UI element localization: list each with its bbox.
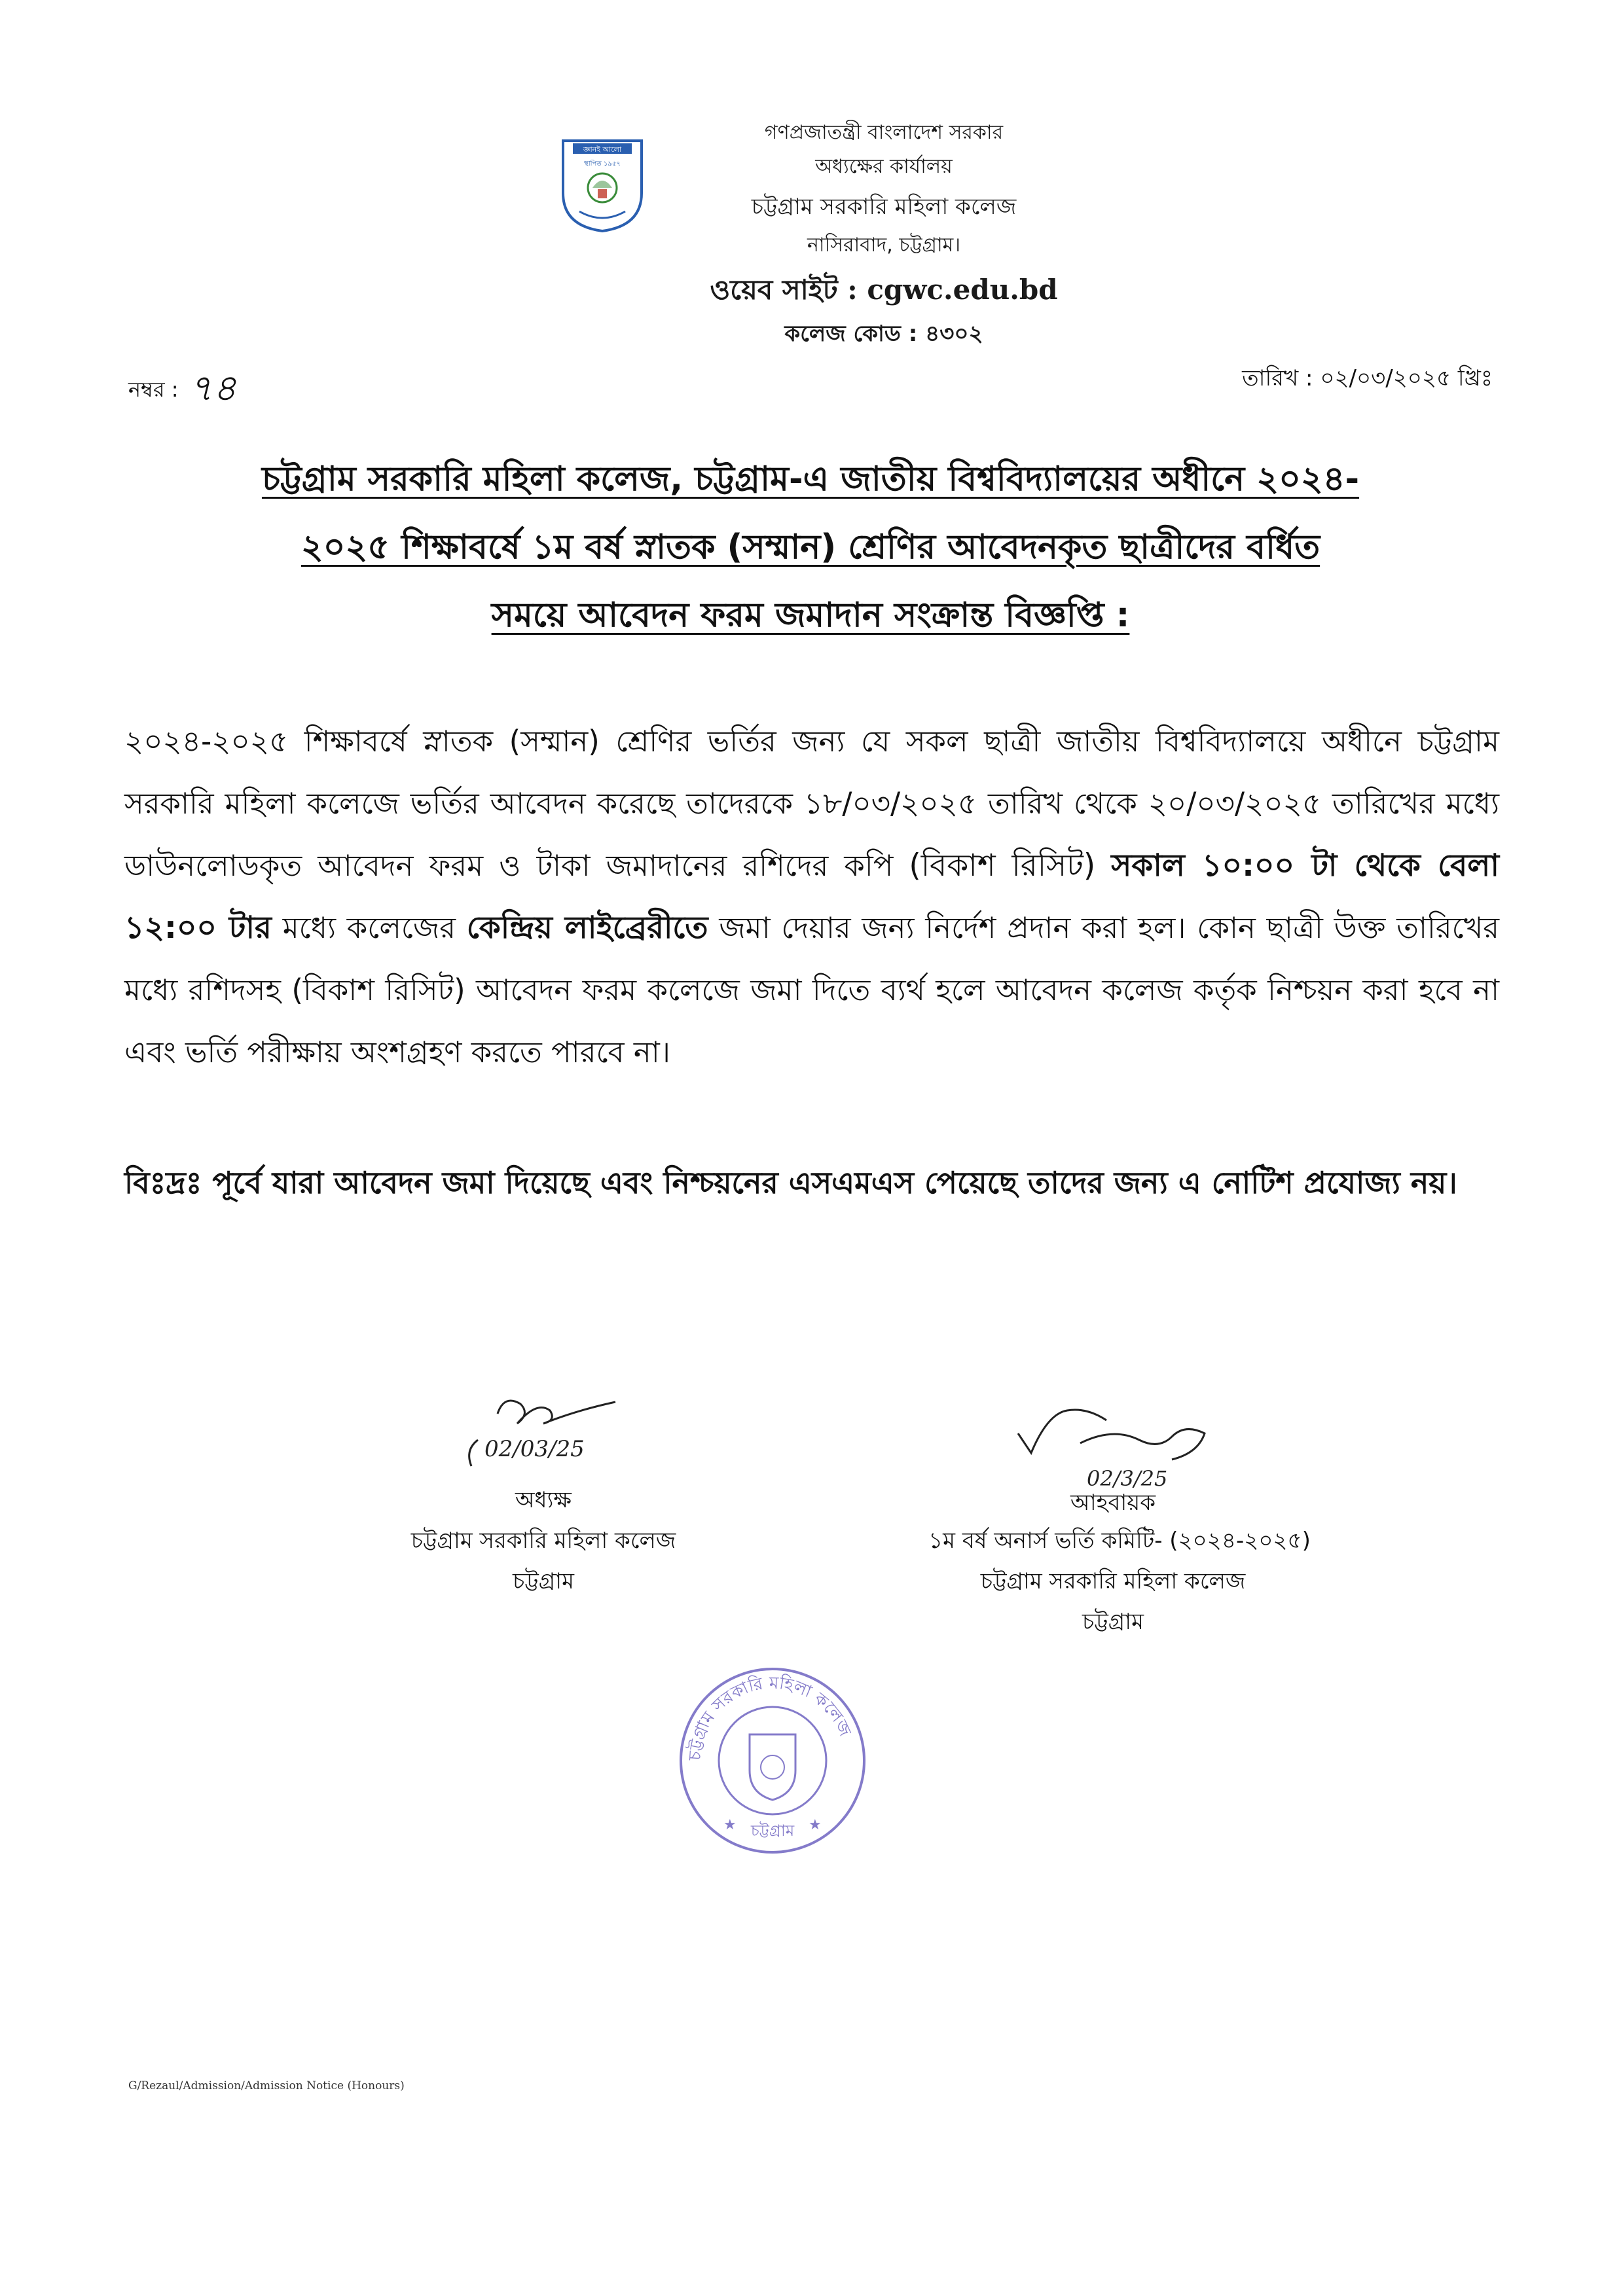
reference-number bbox=[128, 360, 236, 422]
right-signature-date: 02/3/25 bbox=[1087, 1466, 1168, 1491]
body-text-end: জমা দেয়ার জন্য নির্দেশ প্রদান করা হল। কোন ছাত্রী উক্ত তারিখের মধ্যে রশিদসহ (বিকাশ রিসিট) আবেদন ফরম কলেজে জমা দিতে ব্যর্থ হলে আবেদন কলেজ কর্তৃক নিশ্চয়ন করা হবে না এবং ভর্তি পরীক্ষায় অংশগ্রহণ করতে পারবে না। bbox=[124, 910, 1500, 1069]
left-signature bbox=[458, 1388, 655, 1479]
title-line-2: ২০২৫ শিক্ষাবর্ষে ১ম বর্ষ স্নাতক (সম্মান) শ্রেণির আবেদনকৃত ছাত্রীদের বর্ধিত bbox=[301, 528, 1320, 567]
right-city: চট্টগ্রাম bbox=[1082, 1609, 1144, 1635]
college-seal bbox=[674, 1662, 871, 1859]
body-bold-library: কেন্দ্রিয় লাইব্রেরীতে bbox=[466, 910, 708, 946]
left-city: চট্টগ্রাম bbox=[513, 1568, 574, 1594]
body-text-1: ২০২৪-২০২৫ শিক্ষাবর্ষে স্নাতক (সম্মান) শ্রেণির ভর্তির জন্য যে সকল ছাত্রী জাতীয় বিশ্ববিদ্যালয়ে অধীনে চট্টগ্রাম সরকারি মহিলা কলেজে ভর্তির আবেদন করেছে তাদেরকে ১৮/০৩/২০২৫ তারিখ থেকে ২০/০৩/২০২৫ তারিখের মধ্যে ডাউনলোডকৃত আবেদন ফরম ও টাকা জমাদানের রশিদের কপি bbox=[124, 724, 1499, 883]
right-designation: আহবায়ক bbox=[1070, 1490, 1156, 1516]
left-signature-date: 02/03/25 bbox=[484, 1436, 585, 1462]
reference-label: নম্বর : bbox=[128, 377, 179, 402]
seal-city: চট্টগ্রাম bbox=[750, 1821, 795, 1840]
svg-text:★: ★ bbox=[809, 1817, 822, 1833]
right-org: চট্টগ্রাম সরকারি মহিলা কলেজ bbox=[980, 1568, 1246, 1594]
right-signature bbox=[1008, 1388, 1231, 1492]
notice-title bbox=[118, 445, 1503, 649]
header-college: চট্টগ্রাম সরকারি মহিলা কলেজ bbox=[751, 194, 1017, 220]
header-address: নাসিরাবাদ, চট্টগ্রাম। bbox=[807, 234, 961, 257]
reference-value: ৭৪ bbox=[189, 367, 237, 410]
header-gov: গণপ্রজাতন্ত্রী বাংলাদেশ সরকার bbox=[764, 121, 1004, 144]
svg-text:স্থাপিত ১৯৫৭: স্থাপিত ১৯৫৭ bbox=[584, 160, 621, 168]
notice-note: বিঃদ্রঃ পূর্বে যারা আবেদন জমা দিয়েছে এবং নিশ্চয়নের এসএমএস পেয়েছে তাদের জন্য এ নোটিশ প্রযোজ্য নয়। bbox=[124, 1165, 1457, 1200]
header-website: ওয়েব সাইট : cgwc.edu.bd bbox=[710, 274, 1058, 306]
header-office: অধ্যক্ষের কার্যালয় bbox=[815, 155, 953, 178]
notice-body bbox=[124, 710, 1499, 1083]
left-org: চট্টগ্রাম সরকারি মহিলা কলেজ bbox=[410, 1528, 676, 1554]
header-code: কলেজ কোড : ৪৩০২ bbox=[784, 321, 983, 347]
notice-date: তারিখ : ০২/০৩/২০২৫ খ্রিঃ bbox=[1242, 365, 1493, 391]
body-bold-time: সকাল ১০:০০ টা থেকে বেলা ১২:০০ টার bbox=[124, 848, 1499, 946]
footer-path: G/Rezaul/Admission/Admission Notice (Honours) bbox=[128, 2079, 405, 2092]
left-designation: অধ্যক্ষ bbox=[515, 1487, 572, 1513]
svg-text:★: ★ bbox=[723, 1817, 737, 1833]
seal-text: চট্টগ্রাম সরকারি মহিলা কলেজ bbox=[685, 1673, 855, 1761]
body-text-mid: মধ্যে কলেজের bbox=[282, 910, 456, 945]
svg-text:চট্টগ্রাম সরকারি মহিলা কলেজ bbox=[685, 1673, 855, 1762]
title-line-3: সময়ে আবেদন ফরম জমাদান সংক্রান্ত বিজ্ঞপ্তি : bbox=[491, 596, 1130, 635]
college-logo bbox=[560, 134, 645, 232]
svg-text:জ্ঞানই আলো: জ্ঞানই আলো bbox=[583, 145, 622, 154]
right-committee: ১ম বর্ষ অনার্স ভর্তি কমিটি- (২০২৪-২০২৫) bbox=[928, 1528, 1311, 1554]
body-bold-receipt: (বিকাশ রিসিট) bbox=[909, 848, 1096, 884]
title-line-1: চট্টগ্রাম সরকারি মহিলা কলেজ, চট্টগ্রাম-এ জাতীয় বিশ্ববিদ্যালয়ের অধীনে ২০২৪- bbox=[261, 459, 1360, 499]
